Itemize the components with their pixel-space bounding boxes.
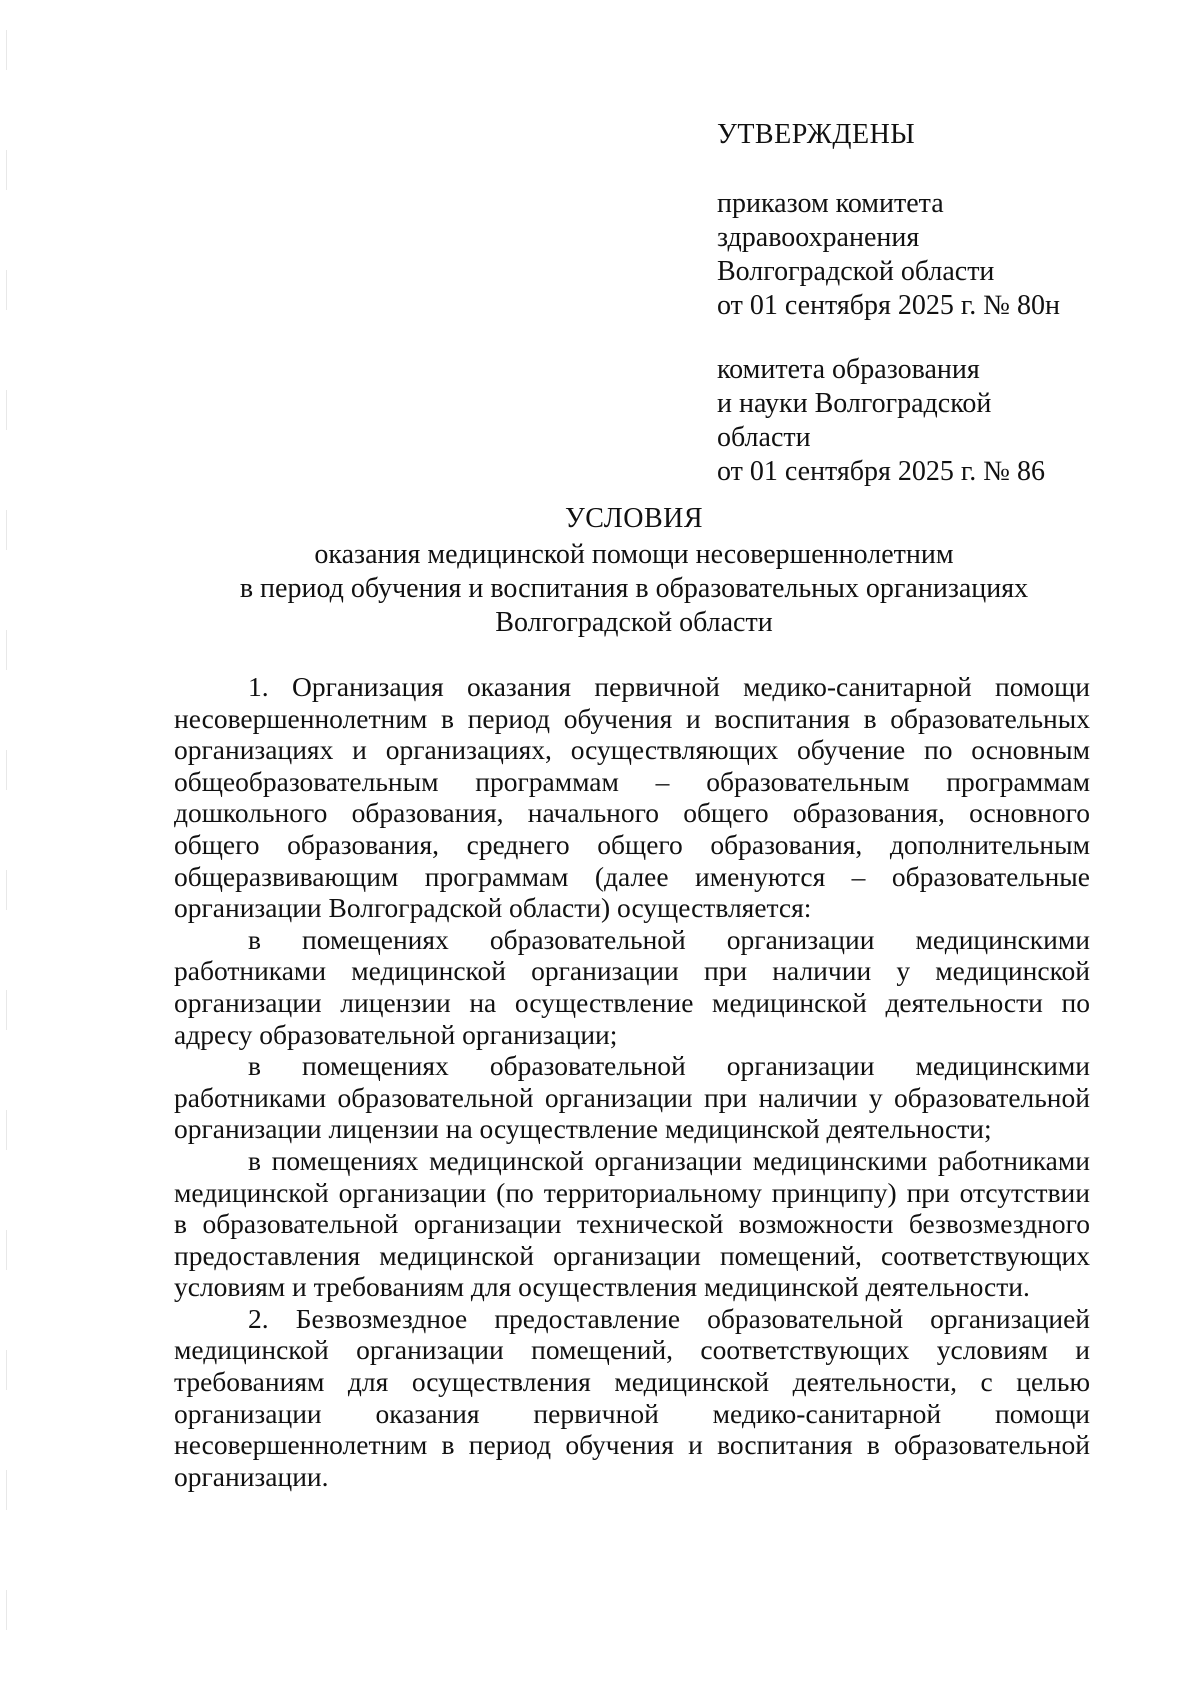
body-paragraph: в помещениях медицинской организации медицинскими работниками медицинской организации (по территориальному принципу) при отсутствии в образовательной организации технической возможности безвозмездного предоставления медицинской организации помещений, соответствующих условиям и требованиям для осуществления медицинской деятельности.	[174, 1144, 1090, 1303]
approval-order-education-line: и науки Волгоградской	[717, 388, 992, 419]
approval-order-education-line: от 01 сентября 2025 г. № 86	[717, 456, 1045, 487]
document-subtitle-line: в период обучения и воспитания в образовательных организациях	[239, 573, 1029, 604]
approval-order-health	[717, 187, 1137, 323]
document-subtitle-line: Волгоградской области	[495, 607, 773, 638]
body-paragraph: в помещениях образовательной организации медицинскими работниками образовательной организации при наличии у образовательной организации лицензии на осуществление медицинской деятельности;	[174, 1050, 1090, 1145]
document-subtitle-line: оказания медицинской помощи несовершеннолетним	[314, 539, 954, 570]
approval-order-education-line: комитета образования	[717, 354, 980, 385]
body-paragraph: в помещениях образовательной организации медицинскими работниками медицинской организации при наличии у медицинской организации лицензии на осуществление медицинской деятельности по адресу образовательной организации;	[174, 923, 1090, 1050]
approval-order-health-line: приказом комитета	[717, 188, 944, 219]
approval-order-health-line: Волгоградской области	[717, 256, 995, 287]
approval-order-health-line: здравоохранения	[717, 222, 920, 253]
approval-block	[717, 118, 1137, 519]
document-title-block	[174, 502, 1094, 640]
approval-order-health-line: от 01 сентября 2025 г. № 80н	[717, 290, 1060, 321]
body-paragraph: 2. Безвозмездное предоставление образовательной организацией медицинской организации помещений, соответствующих условиям и требованиям для осуществления медицинской деятельности, с целью организации оказания первичной медико-санитарной помощи несовершеннолетним в период обучения и воспитания в образовательной организации.	[174, 1302, 1090, 1492]
scan-edge-mark	[6, 30, 7, 1670]
approval-order-education-line: области	[717, 422, 811, 453]
body-paragraph: 1. Организация оказания первичной медико-санитарной помощи несовершеннолетним в период обучения и воспитания в образовательных организациях и организациях, осуществляющих обучение по основным общеобразовательным программам – образовательным программам дошкольного образования, начального общего образования, основного общего образования, среднего общего образования, дополнительным общеразвивающим программам (далее именуются – образовательные организации Волгоградской области) осуществляется:	[174, 671, 1090, 924]
document-body	[174, 671, 1090, 1492]
approval-heading: УТВЕРЖДЕНЫ	[717, 119, 916, 150]
document-title: УСЛОВИЯ	[564, 503, 704, 534]
approval-order-education	[717, 353, 1137, 489]
